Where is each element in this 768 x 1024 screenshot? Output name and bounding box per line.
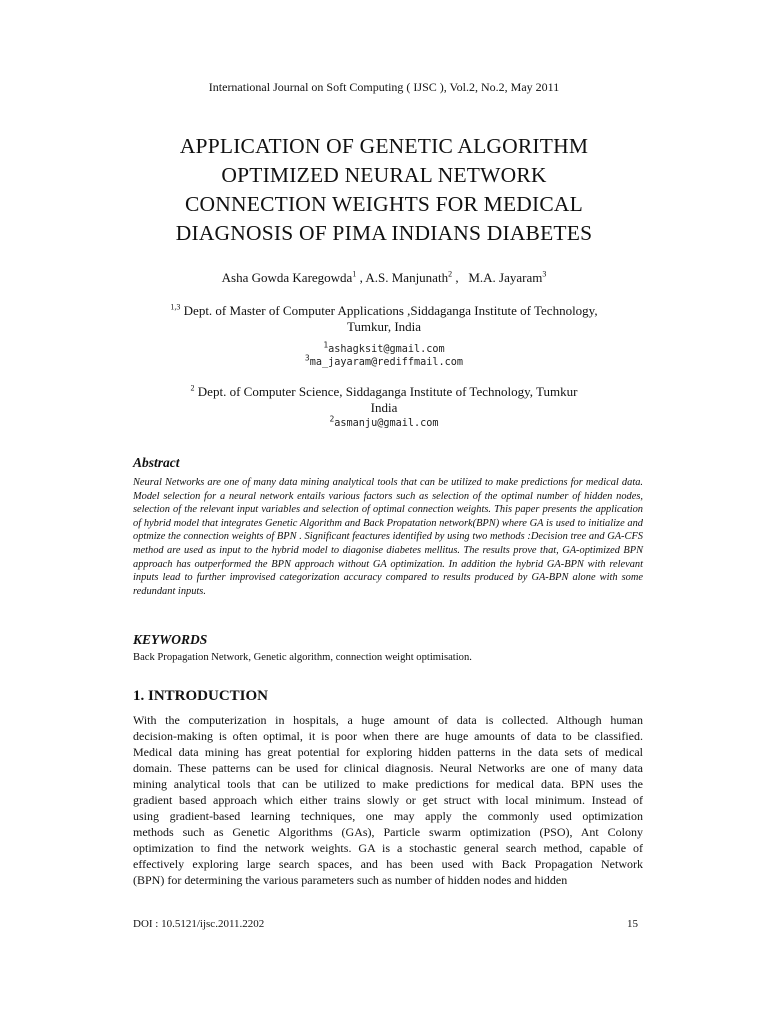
- text-line: decision-making is often optimal, it is poor when there are huge amounts of data to be classified.: [133, 729, 643, 743]
- email-text: ma_jayaram@rediffmail.com: [309, 357, 464, 368]
- email-link[interactable]: [0, 340, 768, 356]
- text-line: gradient based approach which either trains slowly or get struct with local minimum. Instead of: [133, 793, 643, 807]
- footer-doi: DOI : 10.5121/ijsc.2011.2202: [133, 918, 265, 930]
- title-line: DIAGNOSIS OF PIMA INDIANS DIABETES: [175, 221, 593, 245]
- author-name: M.A. Jayaram: [468, 270, 543, 285]
- author-name: Asha Gowda Karegowda: [221, 270, 353, 285]
- affiliation-line: Dept. of Computer Science, Siddaganga Institute of Technology, Tumkur: [194, 384, 578, 399]
- page-number: 15: [627, 918, 638, 930]
- author-sup: 3: [542, 269, 547, 279]
- affiliation-line: India: [370, 400, 398, 415]
- abstract-text: Neural Networks are one of many data mining analytical tools that can be utilized to make predictions for medical data. Model selection for a neural network entails various factors such as selection of the optimal number of hidden nodes, selection of the relevant input variables and selection of optimal connection weights. This paper presents the application of hybrid model that integrates Genetic Algorithm and Back Propatation network(BPN) where GA is used to initialize and optmize the connection weights of BPN . Significant feactures identified by using two methods :Decision tree and GA-CFS method are used as input to the hybrid model to diagonise diabetes mellitus. The results prove that, GA-optimized BPN approach has outperformed the BPN approach without GA optimization. In addition the hybrid GA-BPN with relevant inputs lead to further improvised categorization accuracy compared to results produced by GA-BPN alone with some redundant inputs.: [133, 477, 643, 597]
- author-sup: 1: [352, 269, 357, 279]
- email-sup: 2: [329, 414, 335, 424]
- email-text: ashagksit@gmail.com: [328, 344, 445, 355]
- affiliation-line: Dept. of Master of Computer Applications ,Siddaganga Institute of Technology,: [180, 303, 598, 318]
- paper-title: [80, 132, 688, 248]
- section-heading: 1. INTRODUCTION: [133, 688, 269, 704]
- text-line: using gradient-based learning techniques, one may apply the commonly used optimization: [133, 809, 643, 823]
- title-line: CONNECTION WEIGHTS FOR MEDICAL: [185, 192, 583, 216]
- affiliation-2: [90, 384, 678, 416]
- author-name: A.S. Manjunath: [365, 270, 449, 285]
- title-line: OPTIMIZED NEURAL NETWORK: [221, 163, 547, 187]
- text-line: methods such as Genetic Algorithms (GAs), Particle swarm optimization (PSO), Ant Colony: [133, 825, 643, 839]
- text-line: effectively exploring large search spaces, and has been used with Back Propagation Network: [133, 857, 643, 871]
- keywords-heading: KEYWORDS: [133, 632, 208, 647]
- text-line: (BPN) for determining the various parameters such as number of hidden nodes and hidden: [133, 873, 568, 887]
- affiliation-1-emails: [0, 340, 768, 369]
- affiliation-line: Tumkur, India: [346, 319, 422, 334]
- affiliation-sup: 1,3: [170, 302, 181, 312]
- email-sup: 1: [323, 340, 329, 350]
- text-line: Medical data mining has great potential for exploring hidden patterns in the data sets of medical: [133, 745, 643, 759]
- author-list: Asha Gowda Karegowda$^1$ , A.S. Manjunath$^2$ , M.A. Jayaram$^3$: [221, 269, 547, 285]
- email-text: asmanju@gmail.com: [334, 418, 439, 429]
- introduction-text: [133, 712, 643, 888]
- email-link[interactable]: [0, 414, 768, 430]
- affiliation-1: [90, 303, 678, 335]
- text-line: With the computerization in hospitals, a huge amount of data is collected. Although human: [133, 713, 643, 727]
- affiliation-2-emails: [0, 414, 768, 430]
- text-line: domain. These patterns can be used for clinical diagnosis. Neural Networks are one of many data: [133, 761, 643, 775]
- email-link[interactable]: [0, 353, 768, 369]
- text-line: optimization to find the network weights. GA is a stochastic general search method, capable of: [133, 841, 643, 855]
- journal-header: International Journal on Soft Computing ( IJSC ), Vol.2, No.2, May 2011: [208, 80, 560, 94]
- keywords-text: Back Propagation Network, Genetic algorithm, connection weight optimisation.: [133, 652, 472, 663]
- author-sup: 2: [448, 269, 453, 279]
- text-line: mining analytical tools that can be utilized to make predictions for medical data. BPN uses the: [133, 777, 643, 791]
- affiliation-sup: 2: [190, 383, 195, 393]
- email-sup: 3: [304, 353, 310, 363]
- abstract-heading: Abstract: [133, 455, 180, 470]
- title-line: APPLICATION OF GENETIC ALGORITHM: [179, 134, 589, 158]
